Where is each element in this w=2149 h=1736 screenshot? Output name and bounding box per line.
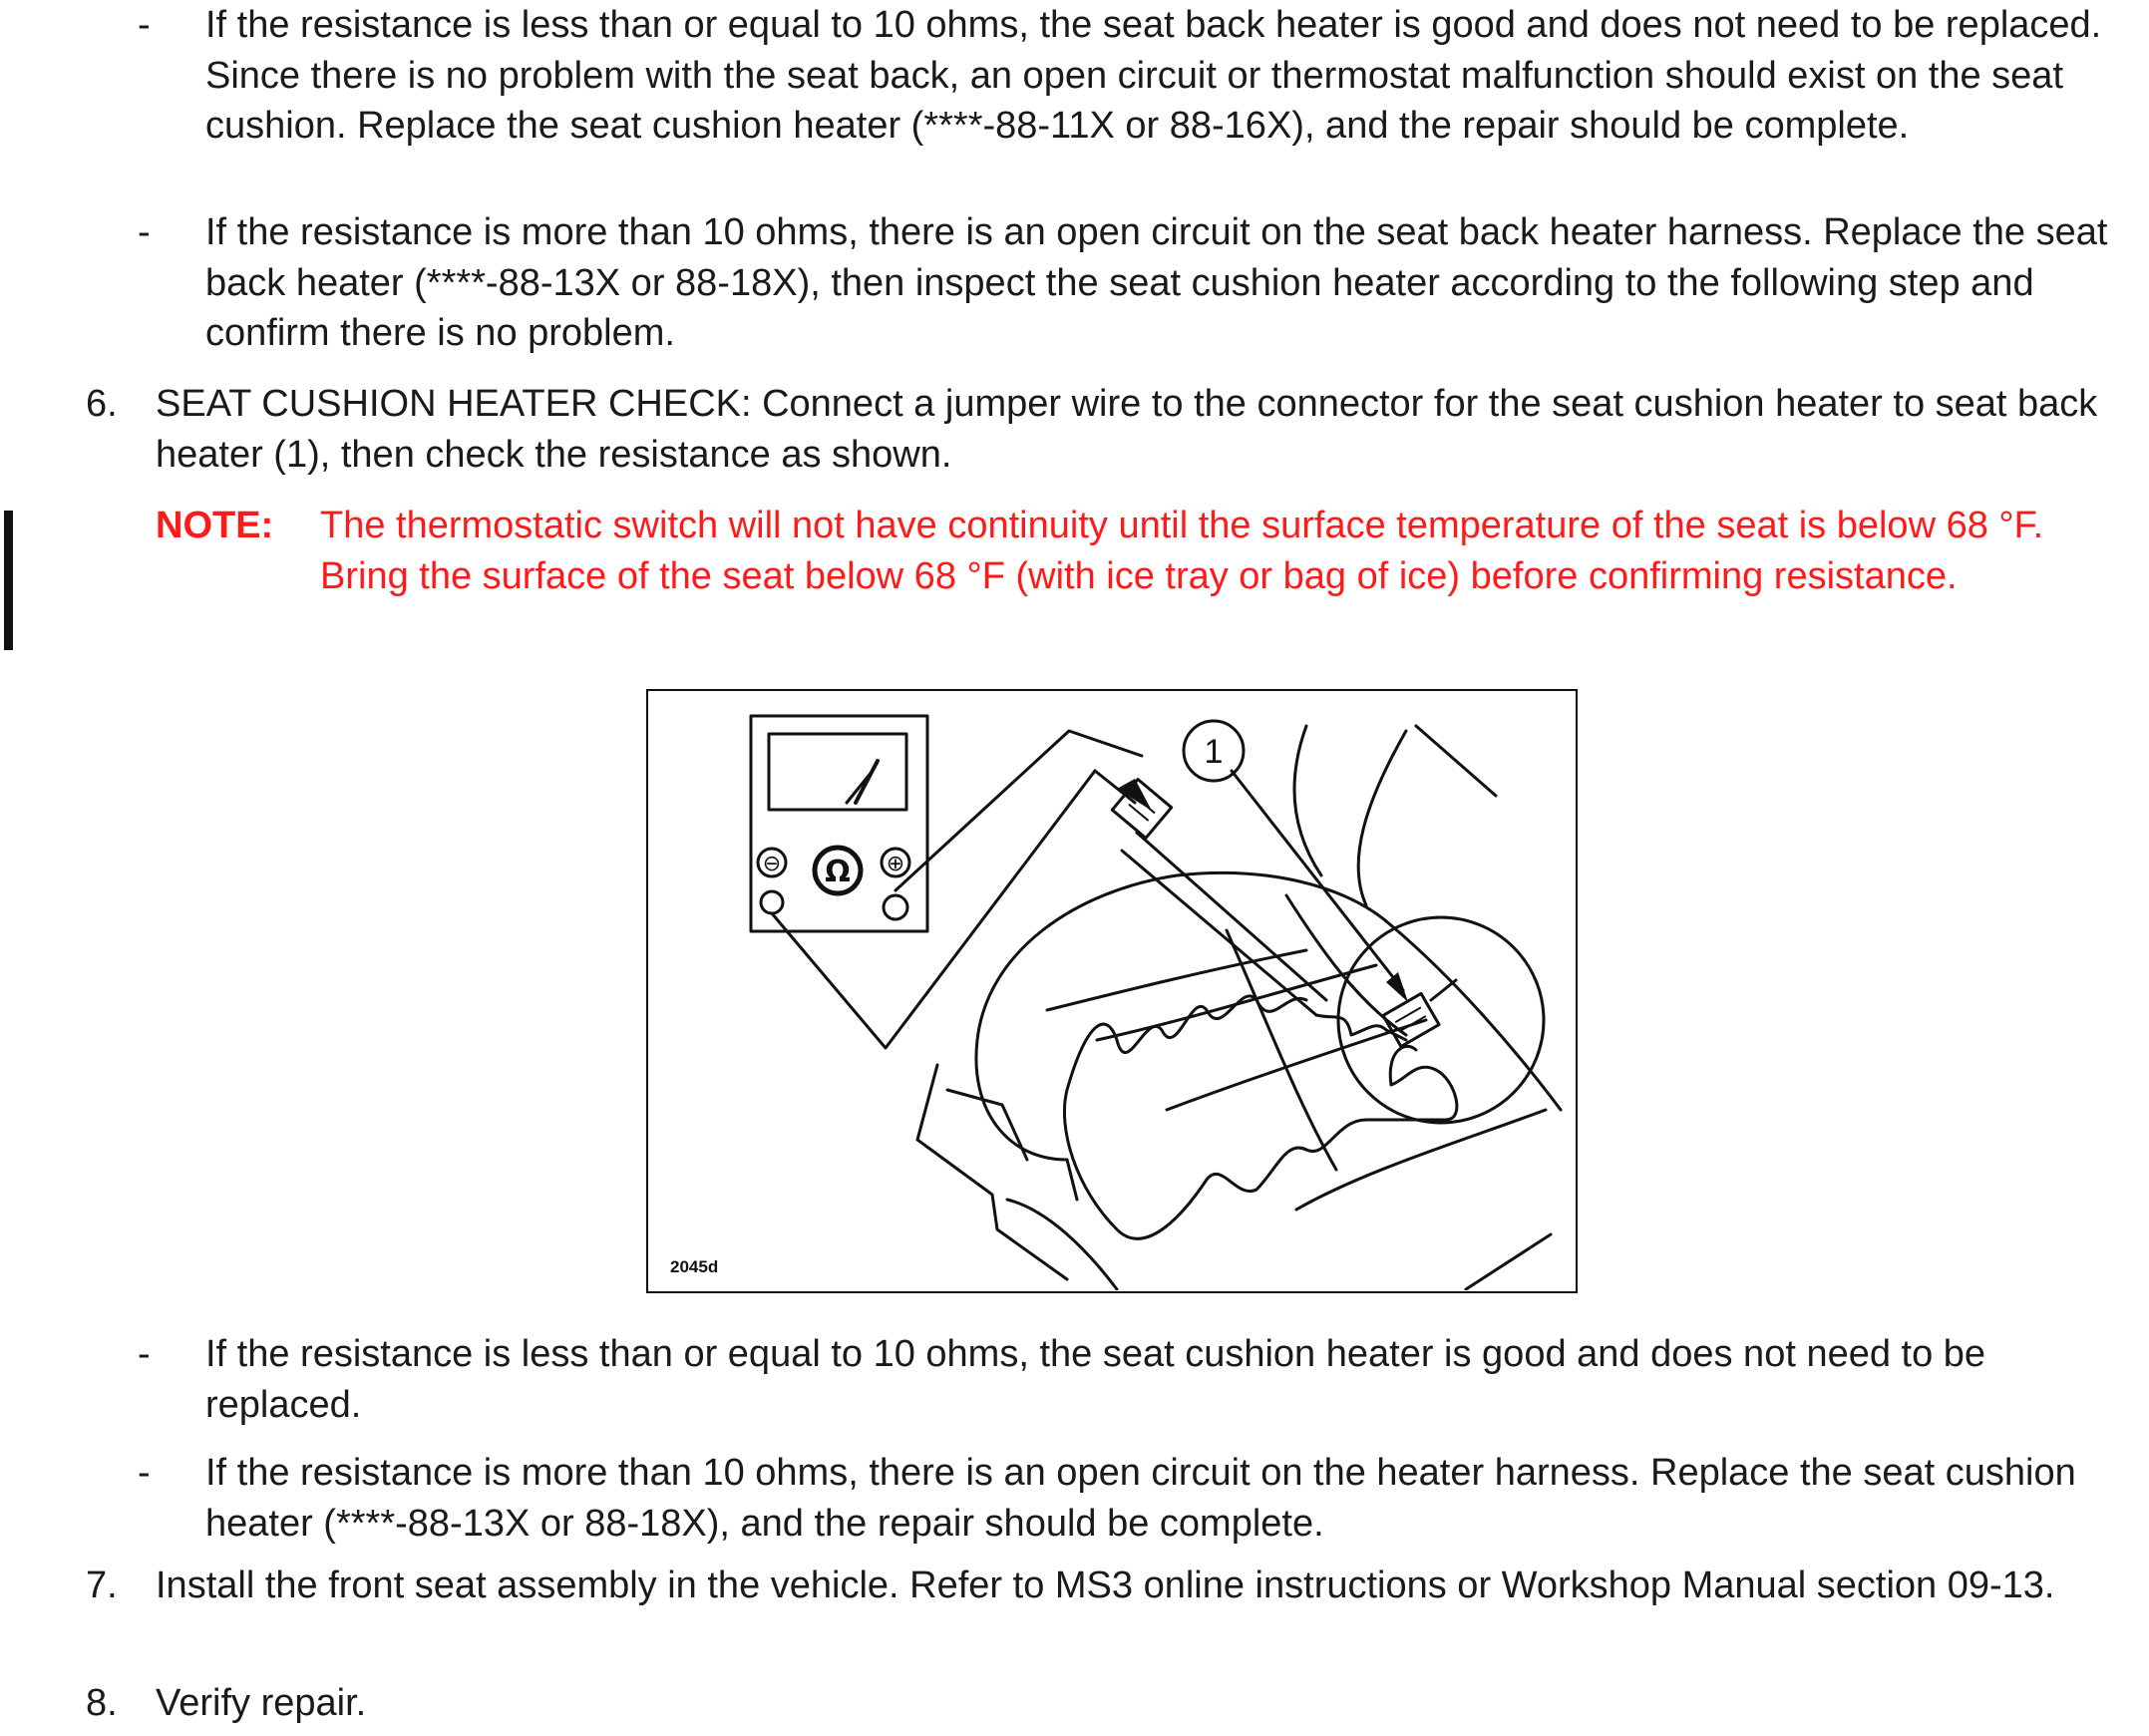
bullet-text: If the resistance is less than or equal to 10 ohms, the seat back heater is good and does not need to be replaced. Since there is no problem with the seat back, an open circuit or thermostat malfunction should exist on the seat cushion. Replace the seat cushion heater (****-88-11X or 88-16X), and the repair should be complete. <box>205 4 2102 147</box>
seat-heater-illustration <box>648 691 1575 1290</box>
step-number: 6. <box>86 383 118 425</box>
step-number: 7. <box>86 1564 118 1606</box>
lead-arrowhead <box>1117 779 1152 811</box>
step-number: 8. <box>86 1682 118 1724</box>
minus-jack <box>761 891 783 913</box>
bullet-text: If the resistance is more than 10 ohms, there is an open circuit on the heater harness. Replace the seat cushion heater (****-88-13X or 88-18X), and the repair should be complete. <box>205 1452 2076 1545</box>
figure-id: 2045d <box>670 1257 719 1276</box>
bullet-text: If the resistance is less than or equal to 10 ohms, the seat cushion heater is good and does not need to be replaced. <box>205 1333 1986 1426</box>
ohmmeter-display <box>769 734 906 810</box>
note-label: NOTE: <box>156 505 274 546</box>
revision-change-bar <box>4 511 13 650</box>
step-text: Install the front seat assembly in the vehicle. Refer to MS3 online instructions or Workshop Manual section 09-13. <box>156 1564 2055 1606</box>
ohm-symbol: Ω <box>825 855 851 889</box>
plus-jack <box>884 895 907 919</box>
minus-symbol: ⊖ <box>762 852 782 876</box>
bullet-dash: - <box>138 1333 151 1375</box>
plus-symbol: ⊕ <box>886 852 905 876</box>
callout-arrowhead <box>1386 972 1408 1002</box>
bullet-text: If the resistance is more than 10 ohms, there is an open circuit on the seat back heater harness. Replace the seat back heater (****-88-13X or 88-18X), then inspect the seat cushion heater according to the following step and confirm there is no problem. <box>205 211 2108 354</box>
bullet-dash: - <box>138 211 151 253</box>
bullet-dash: - <box>138 4 151 46</box>
ohmmeter-body <box>751 716 927 931</box>
step-text: SEAT CUSHION HEATER CHECK: Connect a jumper wire to the connector for the seat cushion heater to seat back heater (1), then check the resistance as shown. <box>156 383 2098 476</box>
seat-cushion-heater-figure <box>646 689 1578 1293</box>
callout-label: 1 <box>1204 733 1224 771</box>
bullet-dash: - <box>138 1452 151 1494</box>
step-text: Verify repair. <box>156 1682 367 1724</box>
note-text: The thermostatic switch will not have continuity until the surface temperature of the seat is below 68 °F. Bring the surface of the seat below 68 °F (with ice tray or bag of ice) before confirming resistance. <box>320 505 2044 597</box>
